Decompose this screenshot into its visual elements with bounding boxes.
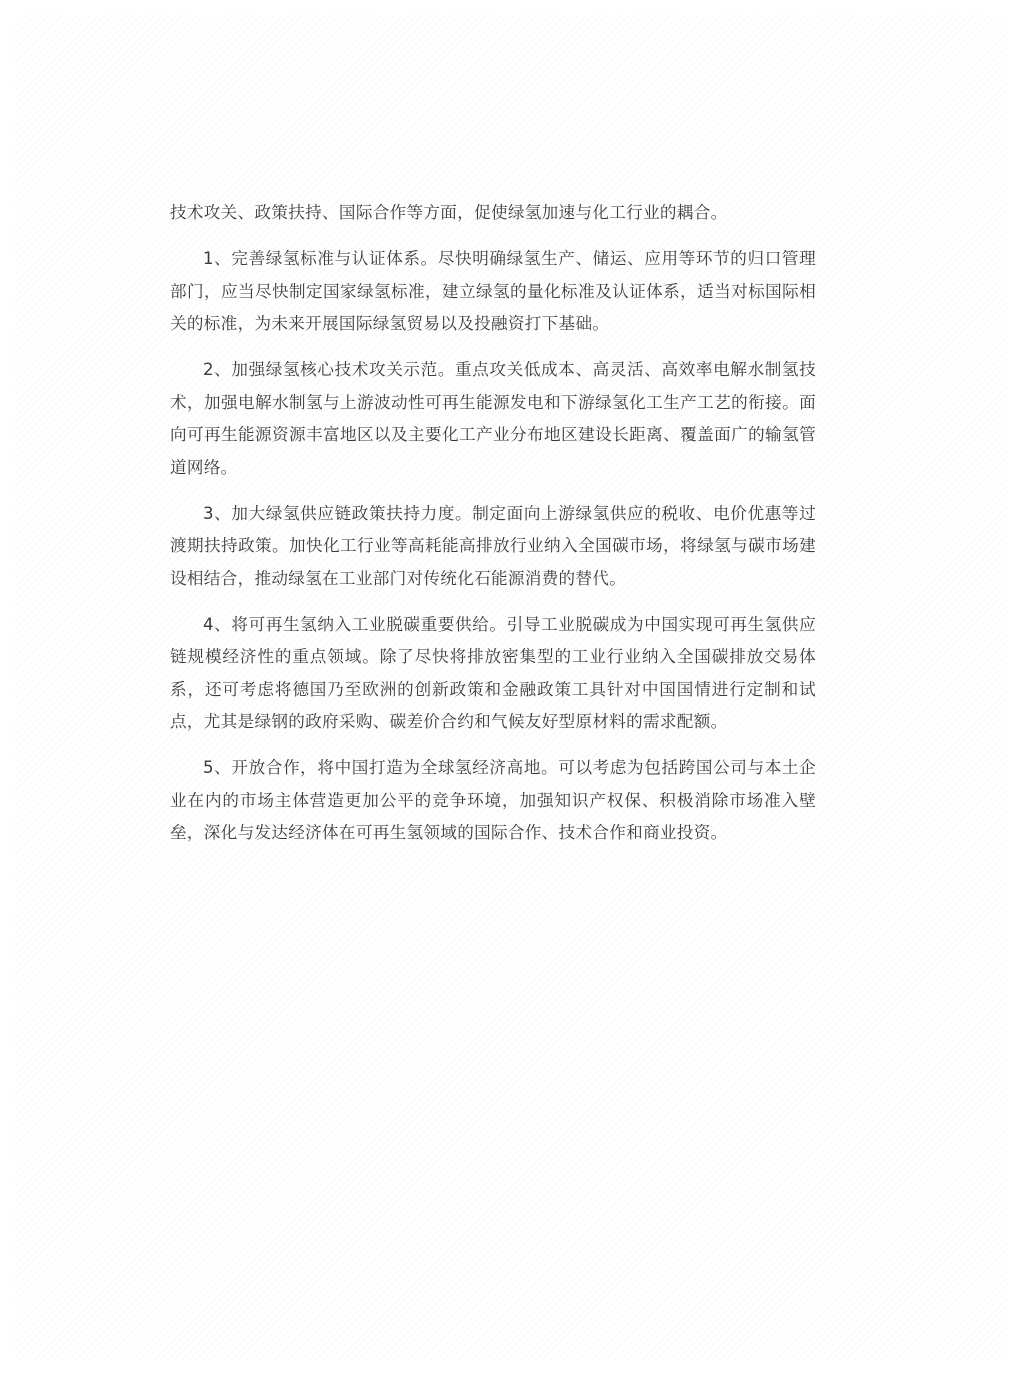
paragraph-industrial-decarbonization: 4、将可再生氢纳入工业脱碳重要供给。引导工业脱碳成为中国实现可再生氢供应链规模经济性的重点领域。除了尽快将排放密集型的工业行业纳入全国碳排放交易体系，还可考虑将德国乃至欧洲的创新政策和金融政策工具针对中国国情进行定制和试点，尤其是绿钢的政府采购、碳差价合约和气候友好型原材料的需求配额。 xyxy=(170,614,816,731)
paragraph-policy-support: 3、加大绿氢供应链政策扶持力度。制定面向上游绿氢供应的税收、电价优惠等过渡期扶持政策。加快化工行业等高耗能高排放行业纳入全国碳市场，将绿氢与碳市场建设相结合，推动绿氢在工业部门对传统化石能源消费的替代。 xyxy=(170,503,816,588)
document-page xyxy=(14,14,1006,1361)
body-text xyxy=(170,197,816,863)
paragraph-open-cooperation: 5、开放合作，将中国打造为全球氢经济高地。可以考虑为包括跨国公司与本土企业在内的市场主体营造更加公平的竞争环境，加强知识产权保、积极消除市场准入壁垒，深化与发达经济体在可再生氢领域的国际合作、技术合作和商业投资。 xyxy=(170,758,816,842)
paragraph-core-technology: 2、加强绿氢核心技术攻关示范。重点攻关低成本、高灵活、高效率电解水制氢技术，加强电解水制氢与上游波动性可再生能源发电和下游绿氢化工生产工艺的衔接。面向可再生能源资源丰富地区以及主要化工产业分布地区建设长距离、覆盖面广的输氢管道网络。 xyxy=(170,360,816,477)
paragraph-intro-continuation: 技术攻关、政策扶持、国际合作等方面，促使绿氢加速与化工行业的耦合。 xyxy=(170,203,728,222)
paragraph-standards: 1、完善绿氢标准与认证体系。尽快明确绿氢生产、储运、应用等环节的归口管理部门，应当尽快制定国家绿氢标准，建立绿氢的量化标准及认证体系，适当对标国际相关的标准，为未来开展国际绿氢贸易以及投融资打下基础。 xyxy=(170,249,816,333)
